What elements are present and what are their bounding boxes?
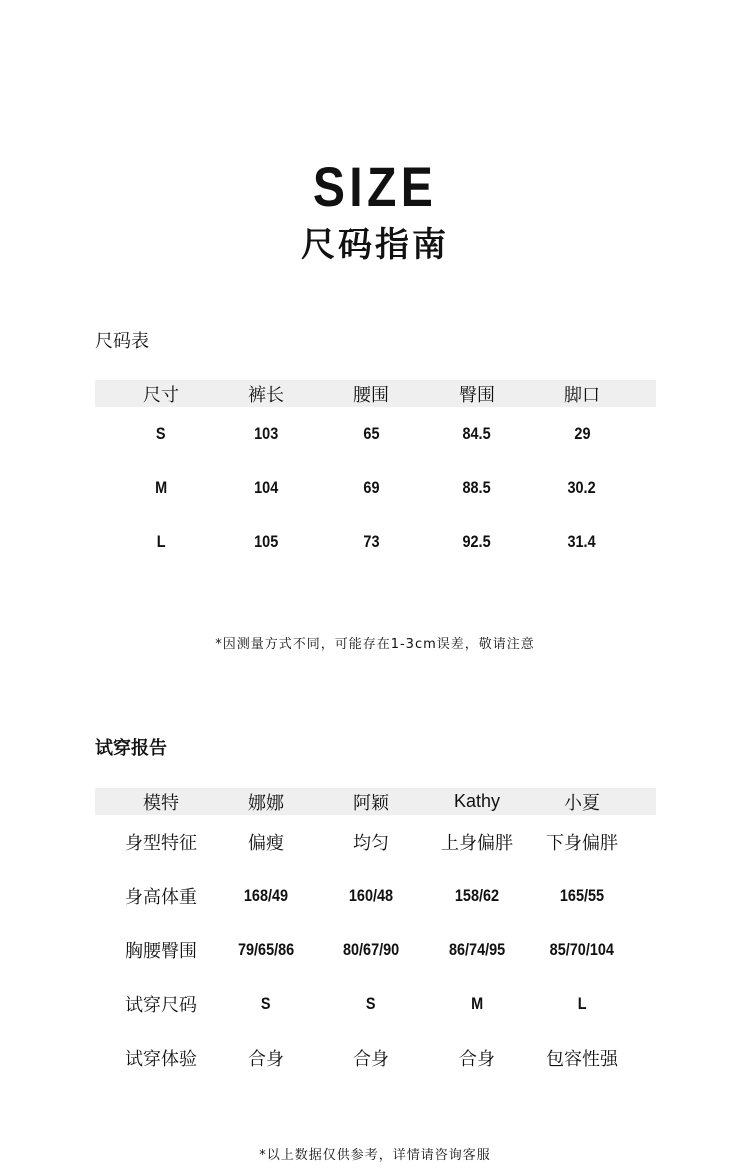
row-label: 试穿体验	[125, 1049, 197, 1070]
column-header: 裤长	[248, 384, 284, 406]
table-cell: 下身偏胖	[546, 833, 618, 854]
table-cell: 31.4	[567, 532, 597, 551]
table-cell: M	[470, 994, 484, 1013]
table-cell: 均匀	[353, 833, 389, 854]
table-row	[95, 869, 656, 923]
row-label: 试穿尺码	[125, 995, 197, 1016]
table-cell: 79/65/86	[237, 940, 295, 959]
table-cell: 85/70/104	[549, 940, 615, 959]
size-chart-note: *因测量方式不同，可能存在1-3cm误差，敬请注意	[215, 637, 535, 652]
table-cell: 80/67/90	[342, 940, 400, 959]
table-cell: S	[366, 994, 376, 1013]
row-label: 胸腰臀围	[125, 941, 197, 962]
table-row	[95, 1031, 656, 1085]
column-header: Kathy	[453, 791, 501, 811]
table-cell: L	[156, 532, 166, 551]
column-header: 臀围	[459, 384, 495, 406]
table-cell: S	[156, 424, 166, 443]
table-row	[95, 977, 656, 1031]
table-cell: 73	[362, 532, 380, 551]
page-title-cn: 尺码指南	[301, 225, 449, 265]
table-header-row	[95, 788, 656, 815]
table-cell: 168/49	[243, 886, 289, 905]
table-cell: 92.5	[462, 532, 492, 551]
column-header: 娜娜	[248, 792, 284, 814]
column-header: 模特	[143, 792, 179, 814]
table-row	[95, 923, 656, 977]
table-cell: 104	[253, 478, 279, 497]
column-header: 脚口	[564, 384, 600, 406]
table-cell: 69	[362, 478, 380, 497]
table-cell: M	[154, 478, 168, 497]
fitting-report-title: 试穿报告	[95, 738, 167, 759]
fitting-report-note: *以上数据仅供参考，详情请咨询客服	[259, 1148, 491, 1163]
table-cell: 合身	[459, 1049, 495, 1070]
table-cell: 103	[253, 424, 279, 443]
table-cell: 84.5	[462, 424, 492, 443]
column-header: 小夏	[564, 792, 600, 814]
table-cell: 165/55	[559, 886, 605, 905]
table-cell: 158/62	[454, 886, 500, 905]
column-header: 腰围	[353, 384, 389, 406]
table-row	[95, 515, 656, 569]
table-cell: 29	[573, 424, 591, 443]
table-cell: S	[261, 994, 271, 1013]
table-cell: 65	[362, 424, 380, 443]
table-cell: 105	[253, 532, 279, 551]
size-chart-table	[95, 380, 656, 569]
table-row	[95, 407, 656, 461]
row-label: 身高体重	[125, 887, 197, 908]
size-chart-title: 尺码表	[95, 331, 149, 352]
table-cell: 160/48	[348, 886, 394, 905]
table-cell: 88.5	[462, 478, 492, 497]
table-row	[95, 461, 656, 515]
table-cell: 合身	[353, 1049, 389, 1070]
table-cell: 30.2	[567, 478, 597, 497]
table-cell: 上身偏胖	[441, 833, 513, 854]
table-cell: 合身	[248, 1049, 284, 1070]
column-header: 尺寸	[143, 384, 179, 406]
table-cell: 86/74/95	[448, 940, 506, 959]
page-title-en: SIZE	[312, 155, 438, 218]
table-row	[95, 815, 656, 869]
table-header-row	[95, 380, 656, 407]
row-label: 身型特征	[125, 833, 197, 854]
fitting-report-table	[95, 788, 656, 1085]
table-cell: L	[577, 994, 587, 1013]
column-header: 阿颖	[353, 792, 389, 814]
table-cell: 偏瘦	[248, 833, 284, 854]
table-cell: 包容性强	[546, 1049, 618, 1070]
